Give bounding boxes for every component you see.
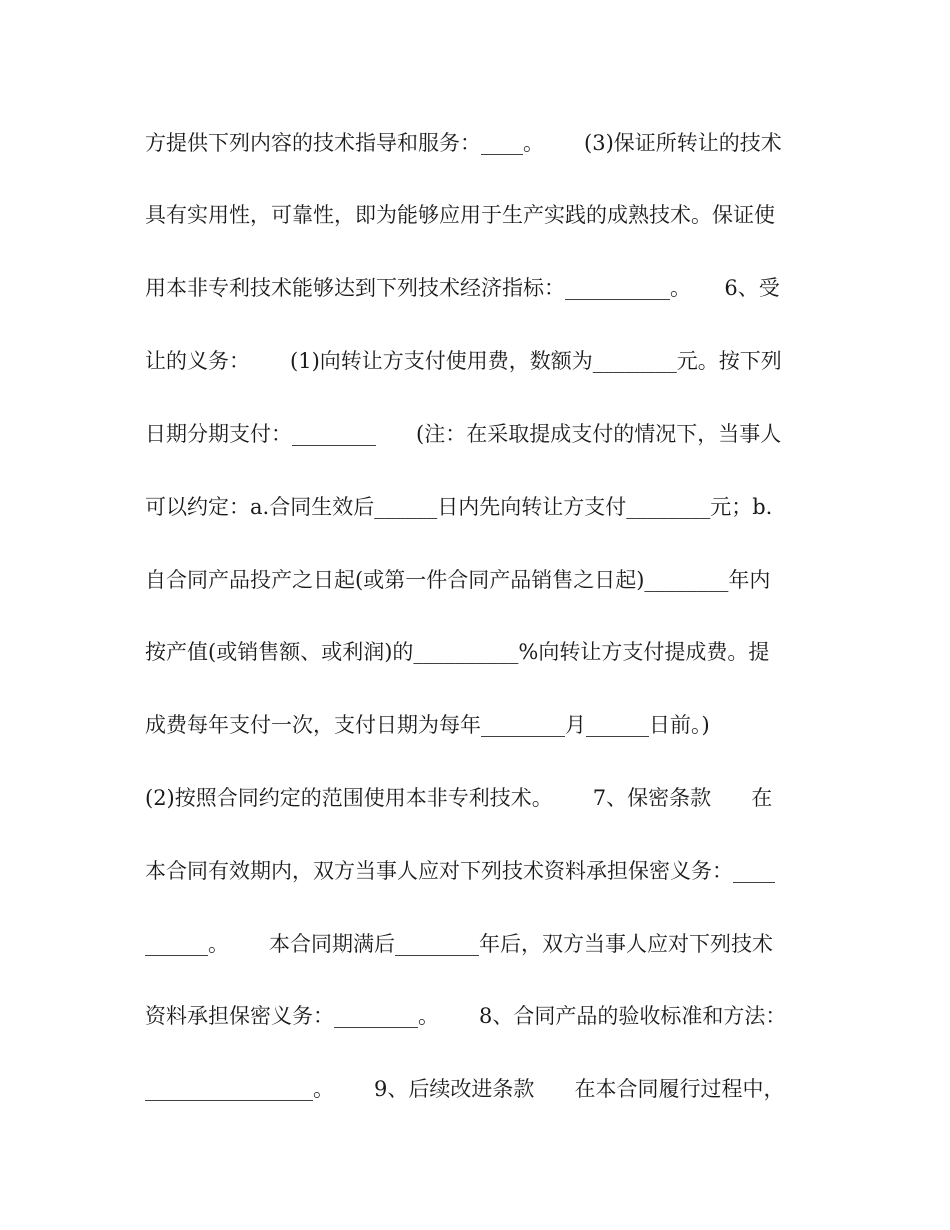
text-line-11: 本合同有效期内，双方当事人应对下列技术资料承担保密义务：____	[145, 859, 775, 883]
text-line-14: ________________。 9、后续改进条款 在本合同履行过程中，	[145, 1077, 785, 1101]
text-line-5: 日期分期支付：________ (注：在采取提成支付的情况下，当事人	[145, 422, 782, 446]
text-line-13: 资料承担保密义务：________。 8、合同产品的验收标准和方法：	[145, 1004, 787, 1028]
text-line-7: 自合同产品投产之日起(或第一件合同产品销售之日起)________年内	[145, 568, 771, 592]
text-line-2: 具有实用性，可靠性，即为能够应用于生产实践的成熟技术。保证使	[145, 203, 775, 227]
text-line-12: ______。 本合同期满后________年后，双方当事人应对下列技术	[145, 932, 774, 956]
text-line-3: 用本非专利技术能够达到下列技术经济指标：__________。 6、受	[145, 276, 780, 300]
text-line-8: 按产值(或销售额、或利润)的__________%向转让方支付提成费。提	[145, 640, 770, 664]
text-line-9: 成费每年支付一次，支付日期为每年________月______日前。)	[145, 713, 710, 737]
text-line-1: 方提供下列内容的技术指导和服务：____。 (3)保证所转让的技术	[145, 131, 782, 155]
text-line-6: 可以约定：a.合同生效后______日内先向转让方支付________元；b.	[145, 495, 773, 519]
text-line-10: (2)按照合同约定的范围使用本非专利技术。 7、保密条款 在	[145, 786, 773, 810]
text-line-4: 让的义务： (1)向转让方支付使用费，数额为________元。按下列	[145, 349, 782, 373]
